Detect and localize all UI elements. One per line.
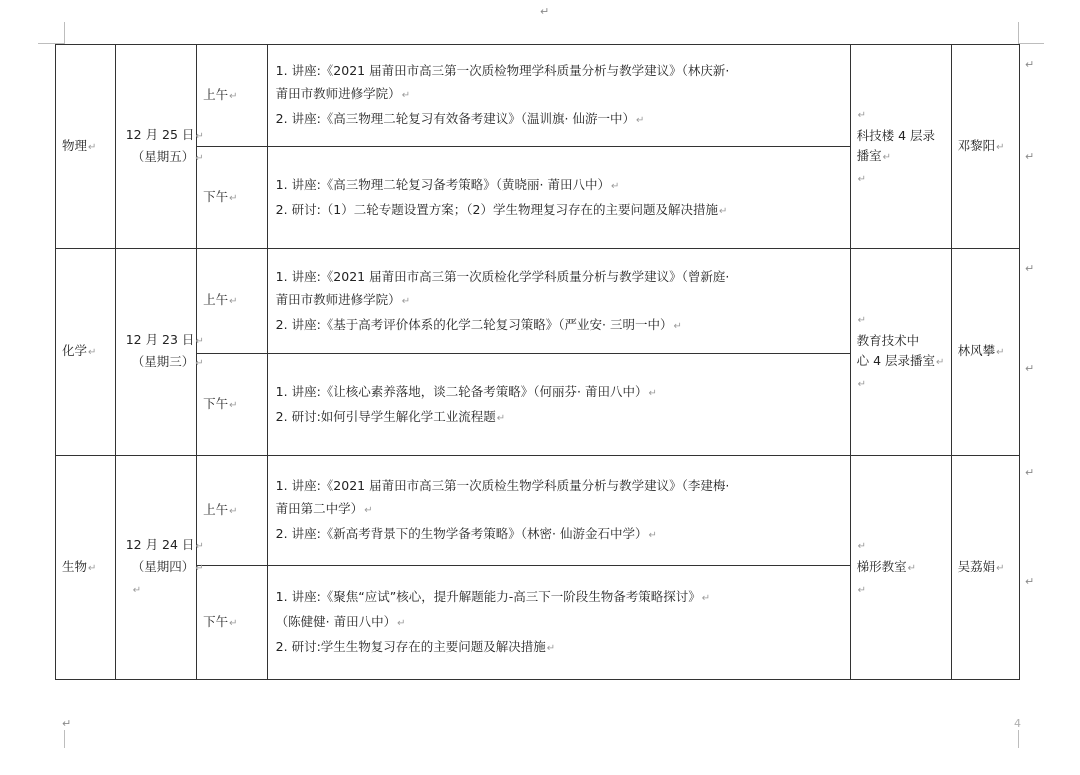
text-line-content: 2. 讲座:《新高考背景下的生物学备考策略》（林密· 仙游金石中学）	[275, 526, 648, 541]
paragraph-mark: ↵	[648, 530, 657, 541]
crop-mark-bottom-left	[64, 730, 65, 748]
person-cell	[951, 456, 1019, 680]
half-day-cell	[197, 45, 268, 147]
text-line	[857, 557, 945, 579]
text-line-content: （星期四）	[131, 558, 195, 574]
paragraph-mark: ↵	[673, 320, 682, 332]
text-line-content: 莆田市教师进修学院）	[275, 291, 401, 307]
text-line-content: 1. 讲座:《2021 届莆田市高三第一次质检化学学科质量分析与教学建议》（曾新庭·	[275, 268, 730, 284]
text-line-content: 莆田市教师进修学院）	[275, 86, 401, 101]
text-line-content: 1. 讲座:《2021 届莆田市高三第一次质检生物学科质量分析与教学建议》（李建梅·	[275, 478, 730, 493]
session-content-cell	[267, 249, 850, 354]
half-day-label: 下午	[203, 613, 229, 629]
row-end-mark: ↵	[1025, 150, 1035, 163]
paragraph-mark: ↵	[88, 347, 97, 358]
text-line-content: 1. 讲座:《让核心素养落地，谈二轮备考策略》（何丽芬· 莆田八中）	[275, 383, 648, 399]
crop-mark-top-left	[64, 22, 65, 44]
paragraph-mark: ↵	[610, 180, 620, 192]
crop-mark-top-right-h	[1018, 43, 1044, 44]
table-row	[56, 45, 1020, 147]
date-cell	[115, 45, 204, 249]
paragraph-mark: ↵	[229, 296, 238, 307]
text-line-content: 莆田第二中学）	[275, 501, 364, 516]
half-day-cell	[197, 147, 268, 249]
half-day-label: 上午	[203, 292, 229, 307]
person-name: 吴荔娟	[957, 558, 996, 574]
session-content-cell	[267, 456, 850, 566]
session-content-cell	[267, 566, 850, 680]
text-line	[125, 535, 204, 557]
venue-cell	[850, 249, 951, 456]
venue-cell	[850, 456, 951, 680]
header-paragraph-mark: ↵	[540, 5, 550, 18]
paragraph-mark: ↵	[996, 562, 1005, 574]
empty-paragraph	[857, 168, 945, 190]
paragraph-mark: ↵	[857, 173, 867, 185]
paragraph-mark: ↵	[88, 141, 97, 153]
text-line-content: （陈健健· 莆田八中）	[275, 614, 397, 629]
paragraph-mark: ↵	[195, 540, 204, 552]
half-day-cell	[197, 249, 268, 354]
table-row	[56, 456, 1020, 566]
paragraph-mark: ↵	[857, 584, 867, 596]
empty-paragraph	[857, 579, 945, 601]
session-content-cell	[267, 147, 850, 249]
paragraph-mark: ↵	[996, 141, 1005, 153]
half-day-label: 下午	[203, 188, 229, 204]
text-line	[276, 610, 844, 635]
half-day-label: 上午	[203, 501, 229, 517]
text-line	[857, 126, 945, 146]
row-end-mark: ↵	[1025, 575, 1035, 588]
subject-label: 化学	[62, 343, 88, 358]
paragraph-mark: ↵	[401, 90, 411, 101]
paragraph-mark: ↵	[132, 584, 142, 596]
text-line	[276, 107, 844, 132]
subject-cell	[56, 45, 116, 249]
subject-cell	[56, 456, 116, 680]
text-line	[125, 125, 204, 147]
paragraph-mark: ↵	[88, 562, 97, 574]
text-line	[276, 380, 844, 405]
text-line-content: 教育技术中	[856, 333, 920, 348]
text-line	[276, 635, 844, 660]
text-line	[276, 265, 844, 288]
paragraph-mark: ↵	[635, 115, 645, 126]
text-line-content: 科技楼 4 层录	[856, 127, 936, 143]
text-line	[276, 59, 844, 82]
text-line	[126, 147, 204, 169]
paragraph-mark: ↵	[229, 399, 238, 411]
paragraph-mark: ↵	[857, 315, 867, 326]
half-day-label: 上午	[203, 86, 229, 102]
paragraph-mark: ↵	[229, 192, 238, 204]
date-cell	[115, 249, 204, 456]
empty-paragraph	[857, 373, 945, 395]
paragraph-mark: ↵	[496, 412, 506, 424]
paragraph-mark: ↵	[882, 151, 892, 163]
date-cell	[115, 456, 204, 680]
text-line	[276, 405, 844, 430]
text-line	[276, 198, 844, 223]
paragraph-mark: ↵	[229, 617, 238, 629]
text-line-content: （星期五）	[131, 148, 195, 164]
text-line-content: 1. 讲座:《高三物理二轮复习备考策略》（黄晓丽· 莆田八中）	[275, 176, 610, 192]
paragraph-mark: ↵	[195, 358, 204, 369]
text-line	[276, 173, 844, 198]
text-line-content: 12 月 24 日	[125, 536, 195, 552]
text-line-content: 播室	[856, 147, 882, 163]
paragraph-mark: ↵	[857, 379, 867, 390]
text-line	[125, 330, 204, 352]
text-line-content: 12 月 25 日	[125, 126, 195, 142]
paragraph-mark: ↵	[648, 387, 657, 399]
row-end-mark: ↵	[1025, 466, 1035, 479]
footer-paragraph-mark: ↵	[62, 717, 72, 730]
text-line-content: 心 4 层录播室	[856, 353, 936, 368]
paragraph-mark: ↵	[857, 540, 867, 552]
text-line-content: （星期三）	[131, 354, 195, 369]
subject-label: 生物	[62, 558, 88, 574]
text-line	[126, 352, 204, 374]
text-line	[276, 497, 844, 522]
subject-label: 物理	[62, 137, 88, 153]
paragraph-mark: ↵	[195, 562, 204, 574]
text-line	[276, 288, 844, 313]
text-line	[276, 82, 844, 107]
text-line-content: 2. 研讨:（1）二轮专题设置方案；（2）学生物理复习存在的主要问题及解决措施	[275, 201, 718, 217]
venue-cell	[850, 45, 951, 249]
crop-mark-bottom-right	[1018, 730, 1019, 748]
person-name: 林风攀	[957, 343, 996, 358]
paragraph-mark: ↵	[401, 295, 411, 307]
text-line	[857, 351, 945, 373]
text-line	[276, 474, 844, 497]
paragraph-mark: ↵	[195, 152, 204, 164]
text-line-content: 2. 研讨:学生生物复习存在的主要问题及解决措施	[275, 639, 546, 654]
paragraph-mark: ↵	[195, 336, 204, 347]
text-line-content: 2. 研讨:如何引导学生解化学工业流程题	[275, 408, 496, 424]
paragraph-mark: ↵	[546, 643, 556, 654]
row-end-mark: ↵	[1025, 58, 1035, 71]
text-line	[276, 522, 844, 547]
text-line-content: 1. 讲座:《聚焦“应试”核心，提升解题能力-高三下一阶段生物备考策略探讨》	[275, 589, 701, 604]
person-cell	[951, 45, 1019, 249]
empty-paragraph	[857, 104, 945, 126]
table-row	[56, 249, 1020, 354]
row-end-mark: ↵	[1025, 262, 1035, 275]
session-content-cell	[267, 354, 850, 456]
text-line	[857, 331, 945, 351]
page-number: 4	[1014, 717, 1021, 730]
text-line-content: 梯形教室	[856, 558, 907, 574]
row-end-mark: ↵	[1025, 362, 1035, 375]
text-line	[276, 585, 844, 610]
paragraph-mark: ↵	[195, 130, 204, 142]
paragraph-mark: ↵	[936, 357, 945, 368]
paragraph-mark: ↵	[229, 90, 238, 102]
text-line-content: 1. 讲座:《2021 届莆田市高三第一次质检物理学科质量分析与教学建议》（林庆新·	[275, 63, 730, 78]
person-cell	[951, 249, 1019, 456]
paragraph-mark: ↵	[718, 205, 728, 217]
paragraph-mark: ↵	[857, 109, 867, 121]
text-line-content: 12 月 23 日	[125, 332, 195, 347]
empty-paragraph	[126, 579, 190, 601]
subject-cell	[56, 249, 116, 456]
text-line-content: 2. 讲座:《基于高考评价体系的化学二轮复习策略》（严业安· 三明一中）	[275, 316, 673, 332]
session-content-cell	[267, 45, 850, 147]
text-line-content: 2. 讲座:《高三物理二轮复习有效备考建议》（温训旗· 仙游一中）	[275, 111, 635, 126]
empty-paragraph	[857, 535, 945, 557]
paragraph-mark: ↵	[397, 618, 406, 629]
text-line	[857, 146, 945, 168]
half-day-cell	[197, 354, 268, 456]
person-name: 邓黎阳	[957, 137, 996, 153]
paragraph-mark: ↵	[996, 347, 1005, 358]
paragraph-mark: ↵	[229, 505, 238, 517]
paragraph-mark: ↵	[364, 505, 373, 516]
half-day-label: 下午	[203, 395, 229, 411]
paragraph-mark: ↵	[907, 562, 917, 574]
crop-mark-top-right	[1018, 22, 1019, 44]
half-day-cell	[197, 566, 268, 680]
text-line	[126, 557, 204, 579]
text-line	[276, 313, 844, 338]
schedule-table	[55, 44, 1020, 680]
empty-paragraph	[857, 309, 945, 331]
half-day-cell	[197, 456, 268, 566]
paragraph-mark: ↵	[701, 593, 711, 604]
